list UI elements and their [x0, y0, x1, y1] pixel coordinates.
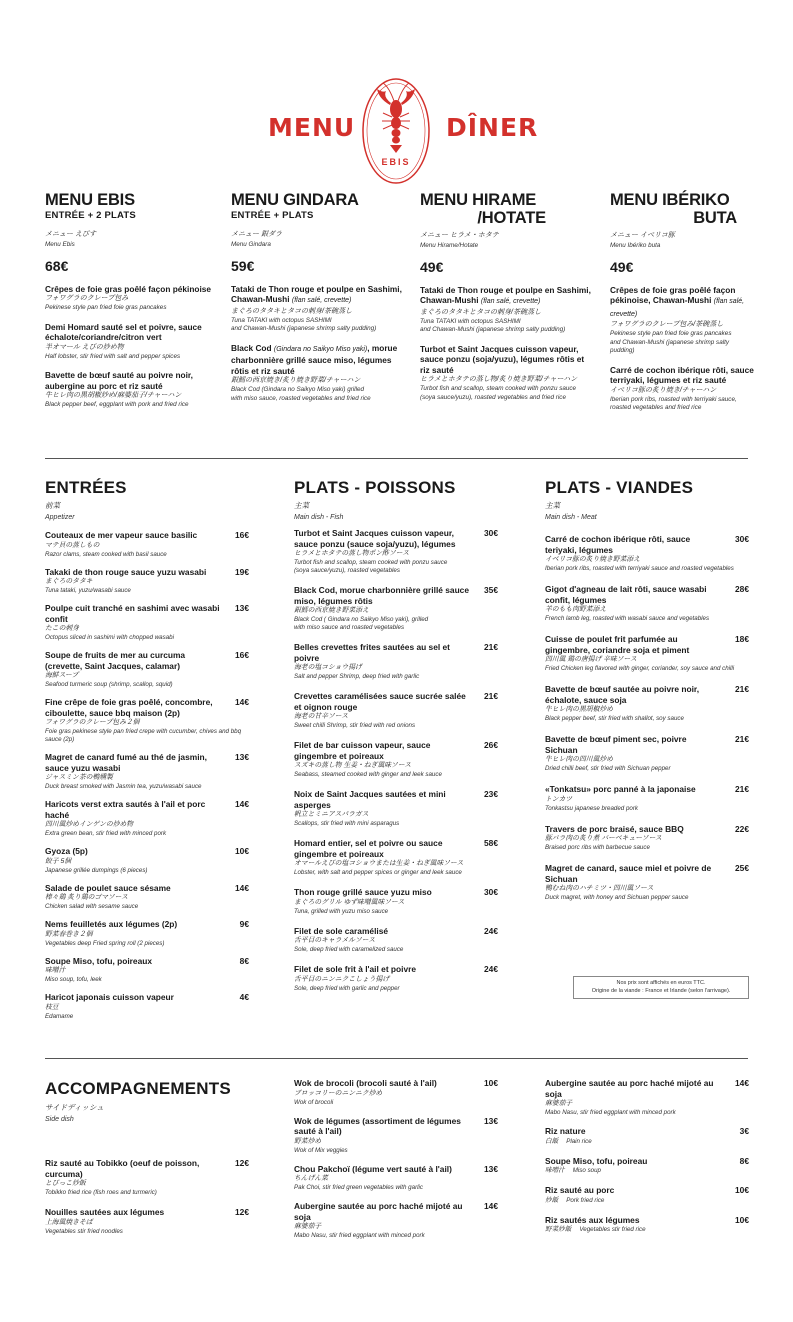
item-translation: Iberian pork ribs, roasted with terriyaki sauce and roasted vegetables: [545, 565, 734, 572]
item-jp: 棒々鶏 炙り鶏のゴマソース: [45, 894, 128, 901]
menu-item: [294, 926, 498, 955]
menu-item: [294, 887, 498, 916]
item-translation: Braised porc ribs with barbecue sauce: [545, 844, 650, 851]
set-title: MENU EBIS: [45, 191, 135, 209]
item-price: 30€: [735, 534, 749, 544]
item-name: Filet de sole caramélisé: [294, 925, 389, 936]
item-name: Nouilles sautées aux légumes: [45, 1207, 165, 1217]
poissons-tr: Main dish - Fish: [294, 514, 344, 521]
item-jp: 舌平目のニンニクこしょう揚げ: [294, 975, 390, 983]
item-translation: Chicken salad with sesame sauce: [45, 903, 139, 910]
viandes-jp: 主菜: [545, 501, 560, 510]
item-price: 18€: [735, 634, 749, 644]
item-name: Filet de sole frit à l'ail et poivre: [294, 964, 417, 974]
item-name: Turbot et Saint Jacques cuisson vapeur, sauce ponzu (sauce soja/yuzu), légumes: [294, 528, 456, 549]
item-price: 16€: [235, 650, 249, 660]
menu-item: [294, 1116, 498, 1155]
item-jp: 海老の塩コショウ揚げ: [294, 664, 362, 671]
set-price: 59€: [231, 257, 255, 274]
set-title: MENU GINDARA: [231, 191, 359, 209]
item-translation: Tuna, grilled with yuzu miso sauce: [294, 907, 389, 915]
item-translation: Octopus sliced in sashimi with chopped wasabi: [45, 634, 174, 641]
set-price: 68€: [45, 257, 69, 274]
menu-item: [45, 1158, 249, 1197]
item-name: Couteaux de mer vapeur sauce basilic: [45, 530, 198, 540]
item-name: «Tonkatsu» porc panné à la japonaise: [545, 784, 696, 794]
item-name: Carré de cochon ibérique rôti, sauce teriyaki, légumes: [545, 534, 691, 555]
item-jp: トンカツ: [545, 795, 573, 803]
item-jp: 餃子 5個: [45, 857, 72, 865]
item-translation: Miso soup, tofu, leek: [45, 976, 102, 983]
item-jp: フォワグラのクレープ包み２個: [45, 719, 140, 726]
menu-item: [545, 1185, 749, 1206]
set-subtitle: ENTRÉE + 2 PLATS: [45, 210, 136, 221]
item-name: Noix de Saint Jacques sautées et mini asperges: [294, 789, 446, 810]
item-translation: Scallops, stir fried with mini asparagus: [294, 820, 400, 827]
item-jp: とびっこ炒飯: [45, 1180, 86, 1187]
item-translation-2: (soya sauce/yuzu), roasted vegetables: [294, 567, 400, 574]
item-jp: 四川風 鶏の唐揚げ 辛味ソース: [545, 656, 637, 663]
item-name: Soupe Miso, tofu, poireaux: [45, 955, 153, 966]
item-price: 30€: [484, 528, 498, 538]
item-name: Riz sauté au porc: [545, 1185, 615, 1195]
item-jp: ジャスミン茶の鴨燻製: [45, 774, 113, 781]
menu-item: [294, 585, 498, 632]
item-translation: Black Cod ( Gindara no Saikyo Miso yaki), grilled: [294, 616, 429, 623]
item-price: 14€: [235, 882, 249, 893]
menu-item: [45, 992, 249, 1021]
item-name: Belles crevettes frites sautées au sel et poivre: [294, 642, 450, 663]
item-jp: ヒラメとホタテの蒸し物ポン酢ソース: [294, 550, 410, 557]
menu-item: [45, 603, 249, 642]
set-tr: Menu Ibériko buta: [610, 242, 661, 249]
item-price: 13€: [484, 1163, 498, 1174]
menu-item: [45, 956, 249, 985]
item-name: Aubergine sautée au porc haché mijoté au soja: [294, 1201, 463, 1222]
item-jp: 麻婆茄子: [545, 1100, 573, 1107]
menu-item: [545, 684, 749, 723]
item-price: 12€: [235, 1207, 249, 1217]
set-tr: Menu Ebis: [45, 241, 75, 248]
menu-item: [545, 1126, 749, 1147]
menu-item: [545, 734, 749, 773]
item-name: Fine crêpe de foie gras poêlé, concombre, ciboulette, sauce bbq maison (2p): [45, 697, 213, 718]
accomp-tr: Side dish: [45, 1116, 74, 1123]
item-jp: 野菜春巻き２個: [45, 930, 93, 938]
item-translation: Wok of Mix veggies: [294, 1146, 348, 1154]
item-name: Magret de canard fumé au thé de jasmin, sauce yuzu wasabi: [45, 752, 207, 773]
item-translation: Seafood turmeric soup (shrimp, scallop, squid): [45, 681, 173, 688]
item-jp: 鴨むね肉のハチミツ・四川風ソース: [545, 885, 654, 892]
set-menu-gindara: [231, 191, 406, 412]
item-price: 24€: [484, 964, 498, 974]
item-jp: 野菜炒め: [294, 1137, 322, 1145]
menu-item: [294, 1201, 498, 1240]
item-translation: Foie gras pekinese style pan fried crepe with cucumber, chives and bbq sauce (2p): [45, 728, 242, 743]
item-translation: Salt and pepper Shrimp, deep fried with garlic: [294, 673, 420, 680]
menu-item: [545, 863, 749, 902]
item-name: Filet de bar cuisson vapeur, sauce gingembre et poireaux: [294, 740, 431, 761]
item-price: 21€: [735, 734, 749, 744]
menu-item: [545, 534, 749, 573]
item-name: Riz nature: [545, 1126, 586, 1136]
item-name: Wok de légumes (assortiment de légumes sauté à l'ail): [294, 1115, 461, 1136]
item-jp: オマールえびの塩コショウまたは生姜・ねぎ風味ソース: [294, 860, 464, 867]
set-dish: Black Cod (Gindara no Saikyo Miso yaki), morue charbonnière grillé sauce miso, légumes rôtis et riz sauté 銀鱈の西京焼き/炙り焼き野菜/チャーハン Black Cod (Gindara no Saikyo Miso yaki) grilled with miso sauce, roasted vegetables and fried rice: [231, 342, 398, 402]
item-translation: 味噌汁 Miso soup: [545, 1167, 601, 1174]
item-name: Riz sautés aux légumes: [545, 1214, 640, 1225]
set-dish: Tataki de Thon rouge et poulpe en Sashimi, Chawan-Mushi (flan salé, crevette) まぐろのタタキとタコの刺身/茶碗蒸し Tuna TATAKI with octopus SASHIMI and Chawan-Mushi (japanese shrimp salty pudding): [420, 284, 591, 333]
set-title-2: BUTA: [693, 209, 737, 227]
poissons-jp: 主菜: [294, 501, 309, 510]
accomp-title: ACCOMPAGNEMENTS: [45, 1079, 231, 1098]
set-subtitle: ENTRÉE + PLATS: [231, 210, 314, 221]
item-translation: Duck breast smoked with Jasmin tea, yuzu/wasabi sauce: [45, 783, 202, 790]
item-price: 19€: [235, 566, 249, 577]
entrees-title: ENTRÉES: [45, 478, 127, 497]
set-jp: メニュー ヒラメ・ホタテ: [420, 232, 499, 239]
item-translation: Tobikko fried rice (fish roes and turmeric): [45, 1189, 157, 1196]
item-translation: Fried Chicken leg flavored with ginger, coriander, soy sauce and chilli: [545, 665, 735, 672]
menu-item: [294, 1164, 498, 1193]
item-price: 10€: [735, 1214, 749, 1225]
item-translation-2: with miso sauce and roasted vegetables: [294, 624, 405, 631]
item-jp: マテ貝の蒸しもの: [45, 541, 100, 549]
item-jp: イベリコ豚の炙り焼き野菜添え: [545, 556, 641, 563]
item-jp: スズキの蒸し物 生姜・ねぎ風味ソース: [294, 762, 412, 769]
viandes-title: PLATS - VIANDES: [545, 478, 694, 497]
set-dish: Crêpes de foie gras poêlé façon pékinoise, Chawan-Mushi (flan salé, crevette) フォワグラのクレープ包み/茶碗蒸し Pekinese style pan fried foie gras pancakes and Chawan-Mushi (japanese shrimp salty pudding): [610, 284, 745, 354]
item-price: 8€: [739, 1155, 749, 1166]
item-jp: 味噌汁: [45, 967, 66, 974]
item-price: 28€: [735, 584, 749, 594]
item-price: 21€: [735, 684, 749, 694]
item-price: 10€: [735, 1185, 749, 1195]
menu-item: [545, 784, 749, 813]
item-jp: 海老の甘辛ソース: [294, 713, 349, 720]
item-translation: Mabo Nasu, stir fried eggplant with minced pork: [294, 1232, 425, 1239]
item-jp: 四川風炒めインゲンの炒め物: [45, 821, 134, 828]
menu-item: [294, 740, 498, 779]
item-price: 13€: [484, 1115, 498, 1126]
item-price: 25€: [735, 863, 749, 873]
item-name: Soupe de fruits de mer au curcuma (crevette, Saint Jacques, calamar): [45, 650, 186, 671]
item-price: 23€: [484, 789, 498, 799]
item-name: Magret de canard, sauce miel et poivre de Sichuan: [545, 863, 712, 884]
item-price: 21€: [735, 784, 749, 794]
item-price: 21€: [484, 691, 498, 701]
item-translation: Vegetables stir fried noodles: [45, 1227, 123, 1235]
item-translation: French lamb leg, roasted with wasabi sauce and vegetables: [545, 615, 710, 622]
item-jp: 帆立とミニアスパラガス: [294, 811, 369, 818]
set-menu-ebis: [45, 191, 215, 419]
accomp-col-3: [545, 1078, 749, 1244]
menu-item: [45, 799, 249, 838]
diner-word: DÎNER: [446, 113, 539, 142]
menu-item: [294, 691, 498, 730]
item-price: 26€: [484, 740, 498, 750]
item-translation: Sole, deep fried with garlic and pepper: [294, 984, 400, 992]
item-translation: 野菜炒飯 Vegetables stir fried rice: [545, 1226, 646, 1233]
item-name: Aubergine sautée au porc haché mijoté au soja: [545, 1078, 714, 1099]
set-dish: Turbot et Saint Jacques cuisson vapeur, sauce ponzu (soja/yuzu), légumes rôtis et riz sauté ヒラメとホタテの蒸し物/炙り焼き野菜/チャーハン Turbot fish and scallop, steam cooked with ponzu sauce (soya sauce/yuzu), roasted vegetables and fried rice: [420, 343, 585, 401]
item-jp: たこの刺身: [45, 625, 79, 632]
item-translation: Pak Choi, stir fried green vegetables with garlic: [294, 1184, 423, 1191]
item-name: Bavette de bœuf piment sec, poivre Sichuan: [545, 734, 687, 755]
item-translation: Tuna tataki, yuzu/wasabi sauce: [45, 587, 131, 594]
item-jp: 上海風焼きそば: [45, 1218, 93, 1226]
item-translation: Dried chilli beef, stir fried with Sichuan pepper: [545, 765, 671, 772]
menu-item: [45, 567, 249, 596]
item-price: 14€: [235, 799, 249, 809]
divider: [45, 458, 748, 459]
viandes-list: [545, 534, 749, 913]
item-translation: Turbot fish and scallop, steam cooked with ponzu sauce: [294, 559, 448, 566]
item-jp: 豚バラ肉の炙り煮 バーベキューソース: [545, 835, 662, 842]
menu-word: MENU: [268, 113, 356, 142]
set-dish: Tataki de Thon rouge et poulpe en Sashimi, Chawan-Mushi (flan salé, crevette) まぐろのタタキとタコの刺身/茶碗蒸し Tuna TATAKI with octopus SASHIMI and Chawan-Mushi (japanese shrimp salty pudding): [231, 283, 402, 332]
item-name: Wok de brocoli (brocoli sauté à l'ail): [294, 1078, 437, 1088]
set-dish: Bavette de bœuf sauté au poivre noir, aubergine au porc et riz sauté 牛ヒレ肉の黒胡椒炒め/麻婆茄子/チャーハン Black pepper beef, eggplant with pork and fried rice: [45, 370, 193, 408]
item-price: 30€: [484, 887, 498, 897]
item-price: 10€: [484, 1078, 498, 1088]
accomp-col-2: [294, 1078, 498, 1249]
item-jp: 麻婆茄子: [294, 1223, 322, 1230]
item-name: Takaki de thon rouge sauce yuzu wasabi: [45, 566, 207, 577]
item-name: Poulpe cuit tranché en sashimi avec wasabi confit: [45, 603, 220, 624]
item-price: 13€: [235, 752, 249, 762]
set-dish: Crêpes de foie gras poêlé façon pékinoise フォワグラのクレープ包み Pekinese style pan fried foie gras pancakes: [45, 283, 211, 311]
item-translation: Lobster, with salt and pepper spices or ginger and leek sauce: [294, 869, 462, 876]
item-price: 58€: [484, 838, 498, 848]
menu-item: [294, 528, 498, 575]
item-jp: 海鮮スープ: [45, 672, 79, 679]
accomp-col-1: [45, 1158, 249, 1246]
set-title: MENU IBÉRIKO: [610, 191, 730, 209]
item-price: 13€: [235, 603, 249, 613]
set-price: 49€: [420, 258, 444, 275]
item-price: 16€: [235, 530, 249, 540]
menu-item: [45, 1207, 249, 1236]
entrees-jp: 前菜: [45, 501, 60, 510]
item-jp: まぐろのグリル ゆず味噌風味ソース: [294, 898, 405, 906]
item-translation: Sweet chilli Shrimp, stir fried with red onions: [294, 722, 416, 729]
set-dish: Demi Homard sauté sel et poivre, sauce échalote/coriandre/citron vert 半オマール えびの炒め物 Half lobster, stir fried with salt and pepper spices: [45, 321, 202, 360]
item-jp: 羊のもも肉野菜添え: [545, 606, 607, 613]
item-name: Cuisse de poulet frit parfumée au gingembre, coriandre soja et piment: [545, 634, 690, 655]
item-jp: 舌平目のキャラメルソース: [294, 937, 376, 944]
item-price: 3€: [739, 1126, 749, 1136]
item-name: Black Cod, morue charbonnière grillé sauce miso, légumes rôtis: [294, 585, 469, 606]
item-name: Gigot d'agneau de lait rôti, sauce wasabi confit, légumes: [545, 584, 707, 605]
set-jp: メニュー 銀ダラ: [231, 231, 282, 238]
item-price: 22€: [735, 823, 749, 834]
logo-text: EBIS: [381, 157, 411, 167]
accomp-jp: サイドディッシュ: [45, 1103, 104, 1112]
menu-item: [45, 919, 249, 948]
item-name: Haricot japonais cuisson vapeur: [45, 992, 174, 1002]
item-translation: Mabo Nasu, stir fried eggplant with minced pork: [545, 1109, 676, 1116]
item-price: 21€: [484, 642, 498, 652]
menu-item: [545, 1215, 749, 1236]
item-translation: Tonkastsu japanese breaded pork: [545, 804, 638, 812]
item-name: Travers de porc braisé, sauce BBQ: [545, 823, 684, 834]
menu-item: [545, 824, 749, 853]
item-price: 4€: [239, 992, 249, 1002]
set-jp: メニュー えびす: [45, 231, 96, 238]
item-translation: Razor clams, steam cooked with basil sauce: [45, 550, 167, 558]
set-tr: Menu Gindara: [231, 241, 271, 248]
item-name: Salade de poulet sauce sésame: [45, 882, 171, 893]
item-name: Riz sauté au Tobikko (oeuf de poisson, curcuma): [45, 1158, 200, 1179]
item-name: Nems feuilletés aux légumes (2p): [45, 919, 178, 929]
menu-item: [545, 1078, 749, 1117]
menu-item: [45, 530, 249, 559]
item-jp: 牛ヒレ肉の黒胡椒炒め: [545, 706, 613, 713]
item-name: Soupe Miso, tofu, poireau: [545, 1155, 648, 1166]
poissons-title: PLATS - POISSONS: [294, 478, 456, 497]
menu-item: [45, 650, 249, 689]
item-name: Chou Pakchoï (légume vert sauté à l'ail): [294, 1163, 452, 1174]
item-name: Thon rouge grillé sauce yuzu miso: [294, 887, 432, 897]
item-jp: ブロッコリーのニンニク炒め: [294, 1089, 383, 1097]
item-translation: Vegetables deep Fried spring roll (2 pieces): [45, 939, 165, 947]
menu-item: [294, 1078, 498, 1107]
item-translation: Duck magret, with honey and Sichuan pepper sauce: [545, 894, 689, 901]
menu-item: [294, 642, 498, 681]
entrees-list: [45, 530, 249, 1029]
item-price: 14€: [484, 1201, 498, 1211]
set-tr: Menu Hirame/Hotate: [420, 242, 479, 249]
item-price: 12€: [235, 1158, 249, 1168]
menu-item: [45, 883, 249, 912]
item-price: 14€: [735, 1078, 749, 1088]
item-translation: 炒飯 Pork fried rice: [545, 1196, 605, 1204]
item-translation: Extra green bean, stir fried with minced pork: [45, 830, 167, 837]
menu-item: [545, 634, 749, 673]
item-jp: まぐろのタタキ: [45, 578, 93, 585]
viandes-tr: Main dish - Meat: [545, 514, 597, 521]
item-translation: Edamame: [45, 1012, 74, 1020]
menu-item: [45, 697, 249, 744]
menu-item: [545, 584, 749, 623]
lobster-logo: [361, 77, 431, 185]
set-price: 49€: [610, 258, 634, 275]
item-name: Crevettes caramélisées sauce sucrée salée et oignon rouge: [294, 691, 466, 712]
set-menu-iberiko: [610, 191, 755, 422]
menu-item: [45, 846, 249, 875]
item-name: Homard entier, sel et poivre ou sauce gingembre et poireaux: [294, 838, 443, 859]
item-jp: 牛ヒレ肉の四川風炒め: [545, 756, 613, 763]
item-translation: 白飯 Plain rice: [545, 1137, 592, 1145]
item-translation: Wok of brocoli: [294, 1098, 334, 1106]
item-price: 8€: [239, 955, 249, 966]
item-price: 35€: [484, 585, 498, 595]
item-translation: Seabass, steamed cooked with ginger and leek sauce: [294, 771, 442, 778]
set-title: MENU HIRAME: [420, 191, 537, 209]
item-translation: Sole, deep fried with caramelized sauce: [294, 946, 404, 953]
item-price: 9€: [239, 919, 249, 929]
entrees-tr: Appetizer: [45, 514, 75, 521]
menu-item: [294, 964, 498, 993]
set-title-2: /HOTATE: [477, 209, 546, 227]
divider: [45, 1058, 748, 1059]
set-menu-hirame: [420, 191, 592, 411]
item-jp: 銀鱈の西京焼き野菜添え: [294, 607, 369, 614]
item-translation: Black pepper beef, stir fried with shallot, soy sauce: [545, 715, 684, 722]
menu-item: [294, 789, 498, 828]
item-price: 10€: [235, 846, 249, 856]
item-name: Bavette de bœuf sautée au poivre noir, échalote, sauce soja: [545, 684, 700, 705]
item-jp: ちんげん菜: [294, 1175, 328, 1182]
item-name: Gyoza (5p): [45, 846, 88, 856]
poissons-list: [294, 528, 498, 1003]
price-note: Nos prix sont affichés en euros TTC. Origine de la viande : France et Irlande (selon l'arrivage).: [573, 976, 749, 999]
set-jp: メニュー イベリコ豚: [610, 232, 675, 239]
item-name: Haricots verst extra sautés à l'ail et porc haché: [45, 799, 206, 820]
item-jp: 枝豆: [45, 1003, 59, 1011]
item-price: 24€: [484, 925, 498, 936]
item-translation: Japanese grillée dumpings (6 pieces): [45, 866, 148, 874]
menu-item: [545, 1156, 749, 1177]
item-price: 14€: [235, 697, 249, 707]
set-dish: Carré de cochon ibérique rôti, sauce terriyaki, légumes et riz sauté イベリコ豚の炙り焼き/チャーハン Iberian pork ribs, roasted with terriyaki sauce, roasted vegetables and fried rice: [610, 364, 754, 411]
menu-item: [45, 752, 249, 791]
menu-item: [294, 838, 498, 877]
